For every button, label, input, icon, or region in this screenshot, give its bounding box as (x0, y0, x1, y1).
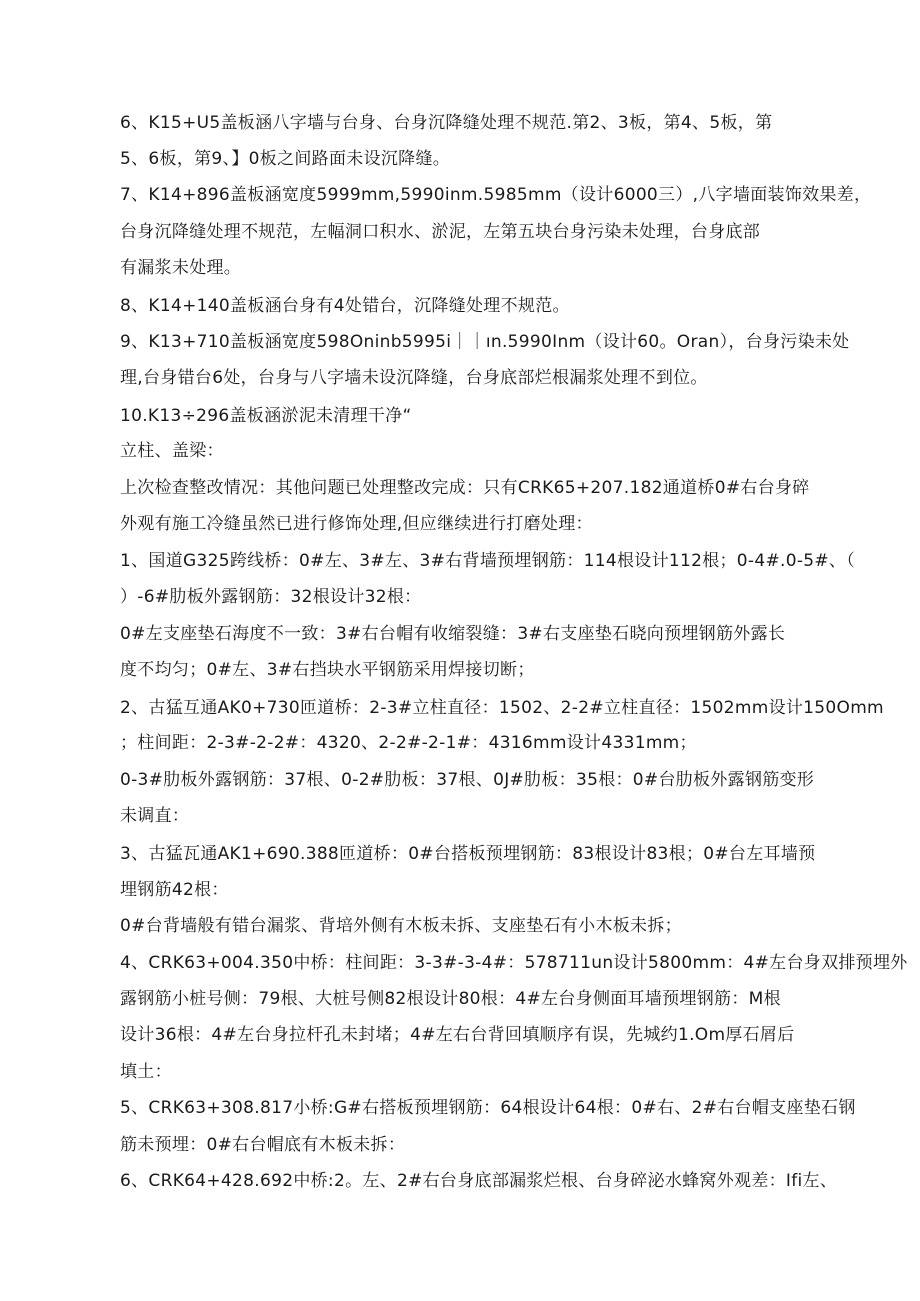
text-line: 填土： (120, 1062, 172, 1082)
text-line: 5、CRK63+308.817小桥:G#右搭板预埋钢筋：64根设计64根：0#右、2#右台帽支座垫石钢 (120, 1098, 856, 1118)
text-line: ）-6#肋板外露钢筋：32根设计32根： (120, 587, 422, 607)
text-line: 2、古猛互通AK0+730匝道桥：2-3#立柱直径：1502、2-2#立柱直径：1502mm设计150Omm (120, 698, 884, 718)
text-line: 外观有施工冷缝虽然已进行修饰处理,但应继续进行打磨处理： (120, 514, 593, 534)
text-line: 筋未预埋：0#右台帽底有木板未拆： (120, 1135, 406, 1155)
text-line: 4、CRK63+004.350中桥：柱间距：3-3#-3-4#：578711un设计5800mm：4#左台身双排预埋外 (120, 953, 908, 973)
text-line: 9、K13+710盖板涵宽度598Oninb5995i｜｜ın.5990Inm（设计60。Oran），台身污染未处 (120, 332, 850, 352)
text-line: 台身沉降缝处理不规范，左幅洞口积水、淤泥，左第五块台身污染未处理，台身底部 (120, 222, 761, 242)
text-line: 埋钢筋42根： (120, 880, 229, 900)
text-line: ；柱间距：2-3#-2-2#：4320、2-2#-2-1#：4316mm设计4331mm； (120, 733, 697, 753)
text-line: 3、古猛瓦通AK1+690.388匝道桥：0#台搭板预埋钢筋：83根设计83根；0#台左耳墙预 (120, 844, 816, 864)
text-line: 7、K14+896盖板涵宽度5999mm,5990inm.5985mm（设计6000三）,八字墙面装饰效果差， (120, 185, 872, 205)
text-line: 未调直： (120, 806, 190, 826)
text-line: 6、CRK64+428.692中桥:2。左、2#右台身底部漏浆烂根、台身碎泌水蜂窝外观差：Ifi左、 (120, 1171, 838, 1191)
text-line: 8、K14+140盖板涵台身有4处错台，沉降缝处理不规范。 (120, 296, 570, 316)
section-heading: 立柱、盖梁： (120, 441, 224, 461)
text-line: 设计36根：4#左台身拉杆孔未封堵；4#左右台背回填顺序有误，先城约1.Om厚石屑后 (120, 1025, 795, 1045)
text-line: 10.K13÷296盖板涵淤泥未清理干净“ (120, 406, 412, 426)
text-line: 有漏浆未处理。 (120, 258, 242, 278)
text-line: 0#左支座垫石海度不一致：3#右台帽有收缩裂缝：3#右支座垫石晓向预埋钢筋外露长 (120, 624, 786, 644)
text-line: 理,台身错台6处，台身与八字墙未设沉降缝，台身底部烂根漏浆处理不到位。 (120, 368, 708, 388)
text-line: 5、6板，第9、】0板之间路面未设沉降缝。 (120, 149, 451, 169)
text-line: 6、K15+U5盖板涵八字墙与台身、台身沉降缝处理不规范.第2、3板，第4、5板，第 (120, 113, 773, 133)
text-line: 0-3#肋板外露钢筋：37根、0-2#肋板：37根、0J#肋板：35根：0#台肋板外露钢筋变形 (120, 770, 815, 790)
text-line: 露钢筋小桩号侧：79根、大桩号侧82根设计80根：4#左台身侧面耳墙预埋钢筋：M根 (120, 989, 781, 1009)
text-line: 度不均匀；0#左、3#右挡块水平钢筋采用焊接切断； (120, 660, 535, 680)
text-line: 上次检查整改情况：其他问题已处理整改完成：只有CRK65+207.182通道桥0#右台身碎 (120, 478, 810, 498)
text-line: 0#台背墙般有错台漏浆、背培外侧有木板未拆、支座垫石有小木板未拆； (120, 916, 682, 936)
text-line: 1、国道G325跨线桥：0#左、3#左、3#右背墙预埋钢筋：114根设计112根；0-4#.0-5#、（ (120, 551, 856, 571)
